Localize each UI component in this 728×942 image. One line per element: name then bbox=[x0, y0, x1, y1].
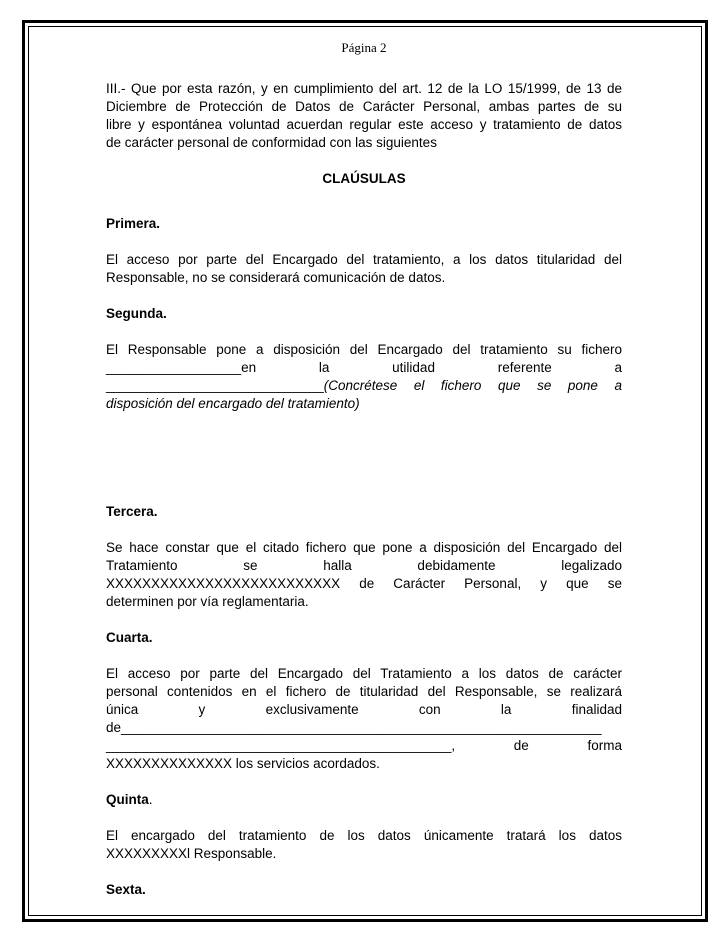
intro-line: libre y espontánea voluntad acuerdan regular este acceso y tratamiento de datos bbox=[106, 117, 622, 132]
clause-heading-quinta bbox=[106, 791, 622, 809]
clause-line: Responsable, no se considerará comunicación de datos. bbox=[106, 270, 446, 285]
clause-line: única y exclusivamente con la finalidad bbox=[106, 702, 622, 717]
clause-line: Tratamiento se halla debidamente legalizado bbox=[106, 558, 622, 573]
clause-line bbox=[106, 377, 622, 395]
instruction-text: (Concrétese el fichero que se pone a bbox=[323, 378, 622, 393]
clause-line: XXXXXXXXXXXXXX los servicios acordados. bbox=[106, 756, 380, 771]
clause-line: Se hace constar que el citado fichero que pone a disposición del Encargado del bbox=[106, 540, 622, 555]
blank-line: _____________________________ bbox=[106, 378, 324, 393]
clause-line: de________________________________________________________________ bbox=[106, 720, 602, 735]
clause-line: XXXXXXXXXl Responsable. bbox=[106, 846, 277, 861]
clause-line: ______________________________________________, de forma bbox=[106, 738, 622, 753]
clause-heading-primera: Primera. bbox=[106, 216, 161, 231]
clausulas-title: CLAÚSULAS bbox=[322, 171, 406, 186]
clause-line: El encargado del tratamiento de los datos únicamente tratará los datos bbox=[106, 828, 622, 843]
document-body bbox=[106, 80, 622, 899]
clause-line: personal contenidos en el fichero de titularidad del Responsable, se realizará bbox=[106, 684, 622, 699]
clause-line: El Responsable pone a disposición del Encargado del tratamiento su fichero bbox=[106, 342, 622, 357]
clause-line: __________________en la utilidad referente a bbox=[106, 360, 622, 375]
heading-period: . bbox=[148, 792, 153, 807]
instruction-text: disposición del encargado del tratamiento) bbox=[106, 396, 360, 411]
intro-line: Diciembre de Protección de Datos de Carácter Personal, ambas partes de su bbox=[106, 99, 622, 114]
clause-line: determinen por vía reglamentaria. bbox=[106, 594, 309, 609]
clause-heading-segunda: Segunda. bbox=[106, 306, 167, 321]
clause-line: El acceso por parte del Encargado del tratamiento, a los datos titularidad del bbox=[106, 252, 622, 267]
page-number: Página 2 bbox=[341, 40, 387, 55]
heading-text: Quinta bbox=[106, 792, 149, 807]
intro-line: de carácter personal de conformidad con las siguientes bbox=[106, 135, 437, 150]
clause-heading-sexta: Sexta. bbox=[106, 882, 146, 897]
clause-line: El acceso por parte del Encargado del Tratamiento a los datos de carácter bbox=[106, 666, 622, 681]
clause-heading-tercera: Tercera. bbox=[106, 504, 158, 519]
clause-line: XXXXXXXXXXXXXXXXXXXXXXXXXX de Carácter Personal, y que se bbox=[106, 576, 622, 591]
clause-heading-cuarta: Cuarta. bbox=[106, 630, 153, 645]
intro-line: III.- Que por esta razón, y en cumplimiento del art. 12 de la LO 15/1999, de 13 de bbox=[106, 81, 622, 96]
